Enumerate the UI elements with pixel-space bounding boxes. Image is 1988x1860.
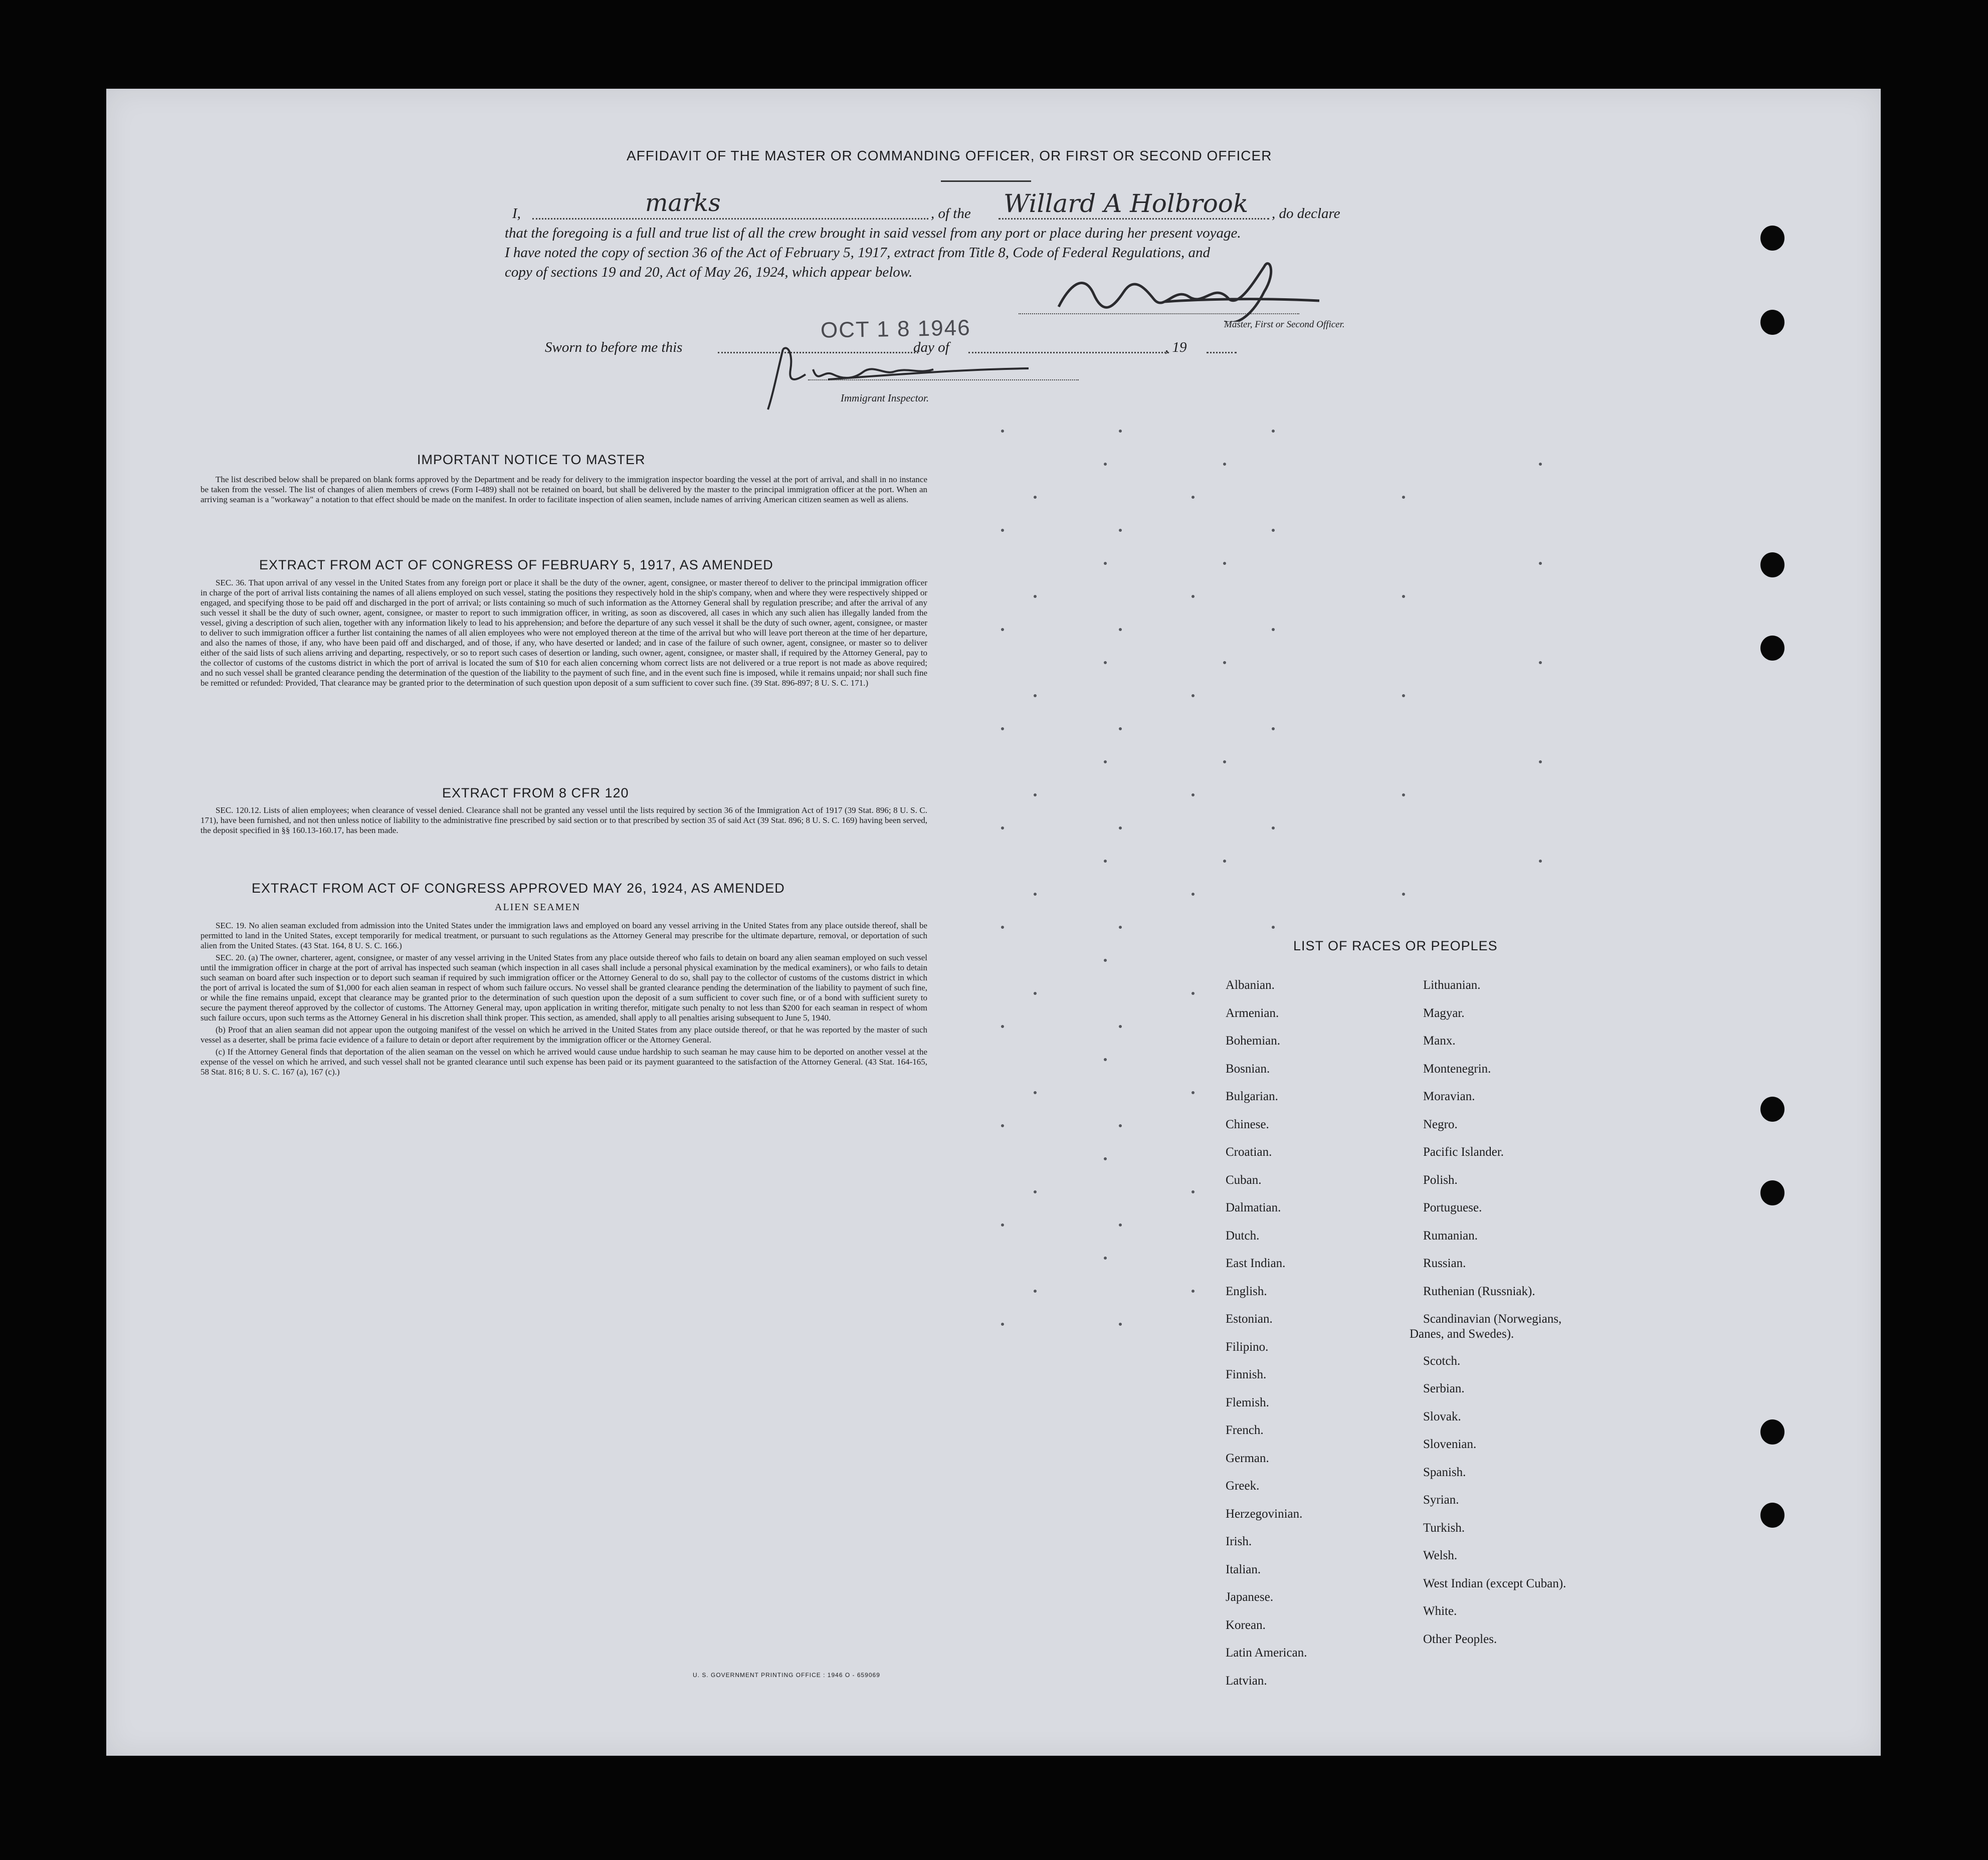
race-item: French. — [1226, 1423, 1264, 1437]
vessel-name-line — [999, 218, 1269, 220]
race-item: Chinese. — [1226, 1117, 1269, 1131]
declaration-line-4: copy of sections 19 and 20, Act of May 26, 1924, which appear below. — [505, 264, 913, 280]
race-item: Turkish. — [1423, 1521, 1465, 1535]
bleed-mark — [1001, 628, 1004, 631]
bleed-mark — [1223, 860, 1226, 863]
master-caption: Master, First or Second Officer. — [1224, 319, 1345, 330]
race-item: Scandinavian (Norwegians, — [1423, 1312, 1562, 1326]
bleed-mark — [1191, 595, 1195, 598]
punch-hole — [1760, 1503, 1784, 1528]
bleed-mark — [1119, 727, 1122, 730]
extract-1924-subtitle: ALIEN SEAMEN — [495, 902, 581, 913]
bleed-mark — [1104, 1157, 1107, 1160]
punch-hole — [1760, 1180, 1784, 1205]
race-item: Dutch. — [1226, 1228, 1260, 1243]
race-item: Filipino. — [1226, 1340, 1269, 1354]
bleed-mark — [1119, 1025, 1122, 1028]
extract-1917-title: EXTRACT FROM ACT OF CONGRESS OF FEBRUARY 5, 1917, AS AMENDED — [259, 557, 773, 572]
races-title: LIST OF RACES OR PEOPLES — [1293, 938, 1498, 953]
bleed-mark — [1034, 992, 1037, 995]
extract-1924-body — [201, 921, 927, 1079]
extract-1924-title: EXTRACT FROM ACT OF CONGRESS APPROVED MAY 26, 1924, AS AMENDED — [252, 881, 785, 896]
bleed-mark — [1104, 1058, 1107, 1061]
race-item: Croatian. — [1226, 1145, 1272, 1159]
notice-title: IMPORTANT NOTICE TO MASTER — [417, 452, 646, 467]
race-item: Herzegovinian. — [1226, 1507, 1303, 1521]
race-item: Bulgarian. — [1226, 1090, 1278, 1103]
bleed-mark — [1402, 496, 1405, 499]
bleed-mark — [1001, 529, 1004, 532]
bleed-mark — [1104, 463, 1107, 466]
bleed-mark — [1272, 628, 1275, 631]
race-item: Cuban. — [1226, 1173, 1262, 1187]
race-item: Welsh. — [1423, 1549, 1458, 1562]
year-line — [1207, 352, 1237, 353]
bleed-mark — [1119, 826, 1122, 830]
bleed-mark — [1119, 1124, 1122, 1127]
race-item: English. — [1226, 1284, 1267, 1298]
race-item: White. — [1423, 1604, 1457, 1618]
bleed-mark — [1104, 760, 1107, 763]
bleed-mark — [1034, 496, 1037, 499]
declaration-line-3: I have noted the copy of section 36 of the Act of February 5, 1917, extract from Title 8, Code of Federal Regulations, and — [505, 245, 1211, 261]
extract-1917-paragraph: SEC. 36. That upon arrival of any vessel in the United States from any foreign port or place it shall be the duty of the owner, agent, consignee, or master thereof to deliver to the principal immigration officer in charge of the port of arrival lists containing the names of all aliens employed on such vessel, stating the positions they respectively hold in the ship's company, when and where they were respectively shipped or engaged, and specifying those to be paid off and discharged in the port of arrival; or lists containing so much of such information as the Attorney General shall by regulation prescribe; and after the arrival of any such vessel it shall be the duty of such owner, agent, consignee, or master to report to such immigration officer, in writing, as soon as discovered, all cases in which any such alien has illegally landed from the vessel, giving a description of such alien, together with any information likely to lead to his apprehension; and before the departure of any such vessel it shall be the duty of such owner, agent, consignee, or master to deliver to such immigration officer a further list containing the names of all alien employees who were not employed thereon at the time of the arrival but who will leave port thereon at the time of her departure, and also the names of those, if any, who have been paid off and discharged, and of those, if any, who have deserted or landed; and in case of the failure of such owner, agent, consignee, or master so to deliver either of the said lists of such aliens arriving and departing, respectively, or so to report such cases of desertion or landing, such owner, agent, consignee, or master shall, if required by the Attorney General, pay to the collector of customs of the customs district in which the port of arrival is located the sum of $10 for each alien concerning whom correct lists are not delivered or a true report is not made as above required; and no such vessel shall be granted clearance pending the determination of the question of the liability to the payment of such fine, and in the event such fine is imposed, while it remains unpaid; nor shall such fine be remitted or refunded: Provided, That clearance may be granted prior to the determination of such question upon deposit of a sum sufficient to cover such fine. (39 Stat. 896-897; 8 U. S. C. 171.) — [201, 578, 927, 688]
race-item: Estonian. — [1226, 1312, 1273, 1326]
bleed-mark — [1191, 1091, 1195, 1094]
bleed-mark — [1191, 992, 1195, 995]
bleed-mark — [1223, 463, 1226, 466]
officer-name-handwritten: marks — [645, 189, 721, 217]
race-item: Spanish. — [1423, 1465, 1466, 1479]
affidavit-title: AFFIDAVIT OF THE MASTER OR COMMANDING OFFICER, OR FIRST OR SECOND OFFICER — [627, 148, 1272, 163]
bleed-mark — [1001, 1124, 1004, 1127]
bleed-mark — [1272, 727, 1275, 730]
punch-hole — [1760, 1097, 1784, 1122]
bleed-mark — [1034, 1190, 1037, 1193]
printer-line: U. S. GOVERNMENT PRINTING OFFICE : 1946 O - 659069 — [693, 1672, 880, 1679]
race-item: Flemish. — [1226, 1395, 1269, 1409]
race-item: Pacific Islander. — [1423, 1145, 1504, 1159]
race-item: Greek. — [1226, 1479, 1260, 1493]
vessel-name-handwritten: Willard A Holbrook — [1004, 189, 1249, 218]
bleed-mark — [1539, 760, 1542, 763]
title-rule — [941, 180, 1031, 182]
race-item: Lithuanian. — [1423, 978, 1481, 992]
race-item: West Indian (except Cuban). — [1423, 1576, 1566, 1590]
punch-hole — [1760, 1419, 1784, 1444]
master-signature — [1049, 252, 1329, 322]
race-item: Armenian. — [1226, 1006, 1279, 1020]
race-item: Magyar. — [1423, 1006, 1465, 1020]
bleed-mark — [1223, 661, 1226, 664]
sec-19-paragraph: SEC. 19. No alien seaman excluded from admission into the United States under the immigration laws and employed on board any vessel arriving in the United States from any place outside thereof, shall be permitted to land in the United States, except temporarily for medical treatment, or pursuant to such regulations as the Attorney General may prescribe for the ultimate departure, removal, or deportation of such alien from the United States. (43 Stat. 164, 8 U. S. C. 166.) — [201, 921, 927, 950]
sec-20a-paragraph: SEC. 20. (a) The owner, charterer, agent, consignee, or master of any vessel arriving in the United States from any place outside thereof who fails to detain on board any alien seaman employed on such vessel until the immigration officer in charge at the port of arrival has inspected such seaman (which inspection in all cases shall include a personal physical examination by the medical examiners), or who fails to detain such seaman on board after such inspection or to deport such seaman if required by such immigration officer or the Attorney General to do so, shall pay to the collector of customs of the customs district in which the port of arrival is located the sum of $1,000 for each alien seaman in respect of whom such failure occurs. No vessel shall be granted clearance pending the determination of the liability to payment of such fine, or while the fine remains unpaid, except that clearance may be granted prior to the determination of such question upon the deposit of a sum sufficient to cover such fine, or of a bond with sufficient surety to secure the payment thereof approved by the collector of customs. The Attorney General may, upon application in writing therefor, mitigate such penalty to not less than $200 for each seaman in respect of whom such failure occurs, upon such terms as the Attorney General in his discretion shall think proper. This section, as amended, shall apply to all penalties arising subsequent to June 5, 1940. — [201, 953, 927, 1022]
bleed-mark — [1191, 893, 1195, 896]
notice-body — [201, 475, 927, 507]
notice-paragraph: The list described below shall be prepared on blank forms approved by the Department and be ready for delivery to the immigration inspector boarding the vessel at the port of arrival, and shall in no instance be taken from the vessel. The list of changes of alien members of crews (Form I-489) shall not be retained on board, but shall be delivered by the master to the principal immigration officer at the port. When an arriving seaman is a "workaway" a notation to that effect should be made on the manifest. In order to facilitate inspection of alien seamen, include names of arriving American citizen seamen as well as aliens. — [201, 475, 927, 504]
form-page — [106, 89, 1881, 1756]
bleed-mark — [1272, 826, 1275, 830]
race-item: Serbian. — [1423, 1382, 1465, 1395]
race-item: Irish. — [1226, 1535, 1252, 1548]
punch-hole — [1760, 226, 1784, 251]
bleed-mark — [1223, 760, 1226, 763]
extract-cfr-title: EXTRACT FROM 8 CFR 120 — [442, 785, 629, 800]
race-item: Slovenian. — [1423, 1437, 1477, 1451]
bleed-mark — [1272, 529, 1275, 532]
race-item: Manx. — [1423, 1034, 1456, 1048]
bleed-mark — [1272, 926, 1275, 929]
bleed-mark — [1034, 1091, 1037, 1094]
declaration-line-2: that the foregoing is a full and true list of all the crew brought in said vessel from any port or place during her present voyage. — [505, 225, 1241, 241]
race-item: Ruthenian (Russniak). — [1423, 1284, 1535, 1298]
bleed-mark — [1191, 1290, 1195, 1293]
day-of-label: day of — [913, 339, 949, 355]
bleed-mark — [1191, 496, 1195, 499]
affidavit-i: I, — [512, 205, 521, 222]
bleed-mark — [1539, 860, 1542, 863]
bleed-mark — [1034, 694, 1037, 697]
sworn-label: Sworn to before me this — [545, 339, 683, 355]
race-item: Bosnian. — [1226, 1062, 1270, 1076]
bleed-mark — [1034, 595, 1037, 598]
race-item: Scotch. — [1423, 1354, 1461, 1368]
race-item: Russian. — [1423, 1257, 1466, 1270]
sec-20c-paragraph: (c) If the Attorney General finds that deportation of the alien seaman on the vessel on which he arrived would cause undue hardship to such seaman he may cause him to be deported on another vessel at the expense of the vessel on which he arrived, and such vessel shall not be granted clearance until such expense has been paid or its payment guaranteed to the satisfaction of the Attorney General. (43 Stat. 164-165, 58 Stat. 816; 8 U. S. C. 167 (a), 167 (c).) — [201, 1047, 927, 1077]
race-item: Rumanian. — [1423, 1228, 1478, 1243]
bleed-mark — [1104, 661, 1107, 664]
punch-hole — [1760, 310, 1784, 335]
race-item: Syrian. — [1423, 1493, 1459, 1507]
affidavit-do-declare: , do declare — [1272, 205, 1340, 222]
bleed-mark — [1104, 562, 1107, 565]
race-item: Moravian. — [1423, 1090, 1475, 1103]
date-stamp: OCT 1 8 1946 — [820, 315, 971, 343]
race-item: Slovak. — [1423, 1409, 1461, 1423]
bleed-mark — [1223, 562, 1226, 565]
race-item: Polish. — [1423, 1173, 1458, 1187]
bleed-mark — [1034, 893, 1037, 896]
bleed-mark — [1539, 463, 1542, 466]
race-item: German. — [1226, 1451, 1269, 1465]
bleed-mark — [1402, 694, 1405, 697]
race-item: Italian. — [1226, 1562, 1261, 1576]
race-item: Negro. — [1423, 1117, 1458, 1131]
bleed-mark — [1034, 1290, 1037, 1293]
bleed-mark — [1402, 793, 1405, 796]
race-item: Latvian. — [1226, 1674, 1267, 1688]
bleed-mark — [1104, 860, 1107, 863]
race-item: Dalmatian. — [1226, 1201, 1281, 1214]
officer-name-line — [532, 218, 928, 220]
bleed-mark — [1402, 893, 1405, 896]
bleed-mark — [1402, 595, 1405, 598]
bleed-mark — [1272, 430, 1275, 433]
bleed-mark — [1001, 926, 1004, 929]
race-item: Danes, and Swedes). — [1410, 1327, 1514, 1341]
year-prefix: , 19 — [1165, 339, 1187, 355]
bleed-mark — [1191, 694, 1195, 697]
race-item: Finnish. — [1226, 1368, 1267, 1381]
bleed-mark — [1001, 430, 1004, 433]
race-item: Japanese. — [1226, 1590, 1274, 1604]
bleed-mark — [1001, 1323, 1004, 1326]
race-item: Bohemian. — [1226, 1034, 1281, 1048]
race-item: Montenegrin. — [1423, 1062, 1491, 1076]
bleed-mark — [1539, 562, 1542, 565]
bleed-mark — [1001, 1223, 1004, 1226]
bleed-mark — [1104, 959, 1107, 962]
bleed-mark — [1034, 793, 1037, 796]
bleed-mark — [1001, 727, 1004, 730]
bleed-mark — [1539, 661, 1542, 664]
race-item: East Indian. — [1226, 1257, 1286, 1270]
sec-20b-paragraph: (b) Proof that an alien seaman did not appear upon the outgoing manifest of the vessel on which he arrived in the United States from any place outside thereof, or that he was reported by the master of such vessel as a deserter, shall be prima facie evidence of a failure to detain or deport after requirement by the immigration officer or the Attorney General. — [201, 1025, 927, 1045]
race-item: Korean. — [1226, 1618, 1266, 1632]
race-item: Albanian. — [1226, 978, 1275, 992]
bleed-mark — [1119, 529, 1122, 532]
extract-1917-body — [201, 578, 927, 690]
punch-hole — [1760, 636, 1784, 661]
extract-cfr-paragraph: SEC. 120.12. Lists of alien employees; when clearance of vessel denied. Clearance shall not be granted any vessel until the lists required by section 36 of the Immigration Act of 1917 (39 Stat. 896; 8 U. S. C. 171), have been furnished, and not then unless notice of liability to the administrative fine prescribed by said section or to that prescribed by section 35 of said Act (39 Stat. 896; 8 U. S. C. 169) having been served, the deposit specified in §§ 160.13-160.17, has been made. — [201, 805, 927, 835]
bleed-mark — [1119, 926, 1122, 929]
bleed-mark — [1001, 1025, 1004, 1028]
bleed-mark — [1119, 430, 1122, 433]
race-item: Latin American. — [1226, 1646, 1307, 1660]
inspector-signature-line — [808, 379, 1079, 380]
bleed-mark — [1191, 1190, 1195, 1193]
bleed-mark — [1001, 826, 1004, 830]
bleed-mark — [1119, 1323, 1122, 1326]
race-item: Other Peoples. — [1423, 1632, 1497, 1646]
bleed-mark — [1104, 1257, 1107, 1260]
bleed-mark — [1119, 1223, 1122, 1226]
affidavit-of-the: , of the — [931, 205, 971, 222]
bleed-mark — [1191, 793, 1195, 796]
punch-hole — [1760, 552, 1784, 577]
bleed-mark — [1119, 628, 1122, 631]
extract-cfr-body — [201, 805, 927, 838]
inspector-caption: Immigrant Inspector. — [841, 392, 929, 404]
race-item: Portuguese. — [1423, 1201, 1482, 1214]
